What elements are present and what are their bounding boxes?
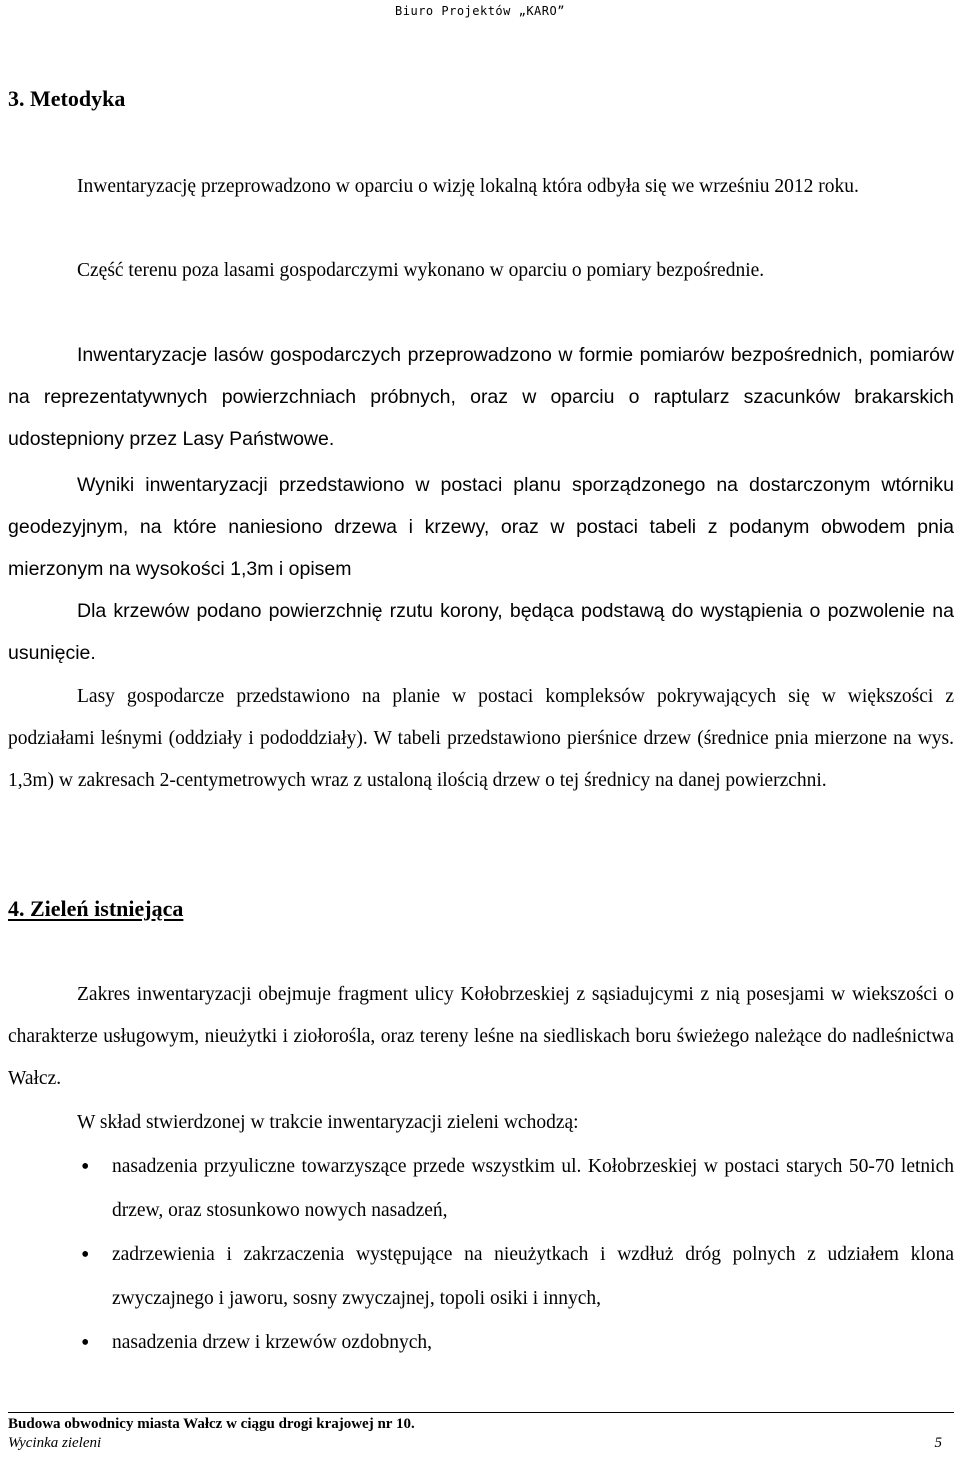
list-item: [8, 1145, 954, 1233]
list-item-text: zadrzewienia i zakrzaczenia występujące na nieużytkach i wzdłuż dróg polnych z udziałem klona zwyczajnego i jaworu, sosny zwyczajnej, topoli osiki i innych,: [112, 1244, 954, 1309]
methodology-paragraph-3: Inwentaryzacje lasów gospodarczych przeprowadzono w formie pomiarów bezpośrednich, pomiarów na reprezentatywnych powierzchniach próbnych, oraz w oparciu o raptularz szacunków brakarskich udostepniony przez Lasy Państwowe.: [8, 344, 954, 450]
page-number: 5: [934, 1435, 942, 1451]
bullet-icon: •: [81, 1242, 90, 1268]
list-item-text: nasadzenia przyuliczne towarzyszące przede wszystkim ul. Kołobrzeskiej w postaci starych 50-70 letnich drzew, oraz stosunkowo nowych nasadzeń,: [112, 1156, 954, 1221]
greenery-bullet-list: [8, 1145, 954, 1365]
list-item: [8, 1233, 954, 1321]
methodology-paragraph-5: Dla krzewów podano powierzchnię rzutu korony, będąca podstawą do wystąpienia o pozwolenie na usunięcie.: [8, 600, 954, 664]
section-4-title: 4. Zieleń istniejąca: [8, 896, 184, 921]
list-item-text: nasadzenia drzew i krzewów ozdobnych,: [112, 1332, 432, 1353]
bullet-icon: •: [81, 1330, 90, 1356]
greenery-paragraph-1: Zakres inwentaryzacji obejmuje fragment ulicy Kołobrzeskiej z sąsiadujcymi z nią posesjami w wiekszości o charakterze usługowym, nieużytki i ziołorośla, oraz tereny leśne na siedliskach boru świeżego należące do nadleśnictwa Wałcz.: [8, 984, 954, 1089]
methodology-paragraph-6: Lasy gospodarcze przedstawiono na planie w postaci kompleksów pokrywających się w większości z podziałami leśnymi (oddziały i pododdziały). W tabeli przedstawiono pierśnice drzew (średnice pnia mierzone na wys. 1,3m) w zakresach 2-centymetrowych wraz z ustaloną ilością drzew o tej średnicy na danej powierzchni.: [8, 686, 954, 791]
section-3-title: 3. Metodyka: [8, 86, 126, 111]
bullet-icon: •: [81, 1154, 90, 1180]
greenery-paragraph-2: W skład stwierdzonej w trakcie inwentaryzacji zieleni wchodzą:: [77, 1112, 579, 1133]
list-item: [8, 1321, 954, 1365]
footer-title: Budowa obwodnicy miasta Wałcz w ciągu drogi krajowej nr 10.: [8, 1416, 415, 1432]
methodology-paragraph-4: Wyniki inwentaryzacji przedstawiono w postaci planu sporządzonego na dostarczonym wtórniku geodezyjnym, na które naniesiono drzewa i krzewy, oraz w postaci tabeli z podanym obwodem pnia mierzonym na wysokości 1,3m i opisem: [8, 474, 954, 580]
methodology-paragraph-2: Część terenu poza lasami gospodarczymi wykonano w oparciu o pomiary bezpośrednie.: [77, 260, 765, 281]
page-footer: [8, 1412, 954, 1453]
page-header: Biuro Projektów „KARO”: [395, 4, 565, 18]
footer-subtitle: Wycinka zieleni: [8, 1435, 102, 1451]
footer-row: [8, 1434, 954, 1453]
methodology-paragraph-1: Inwentaryzację przeprowadzono w oparciu o wizję lokalną która odbyła się we wrześniu 2012 roku.: [77, 176, 859, 197]
